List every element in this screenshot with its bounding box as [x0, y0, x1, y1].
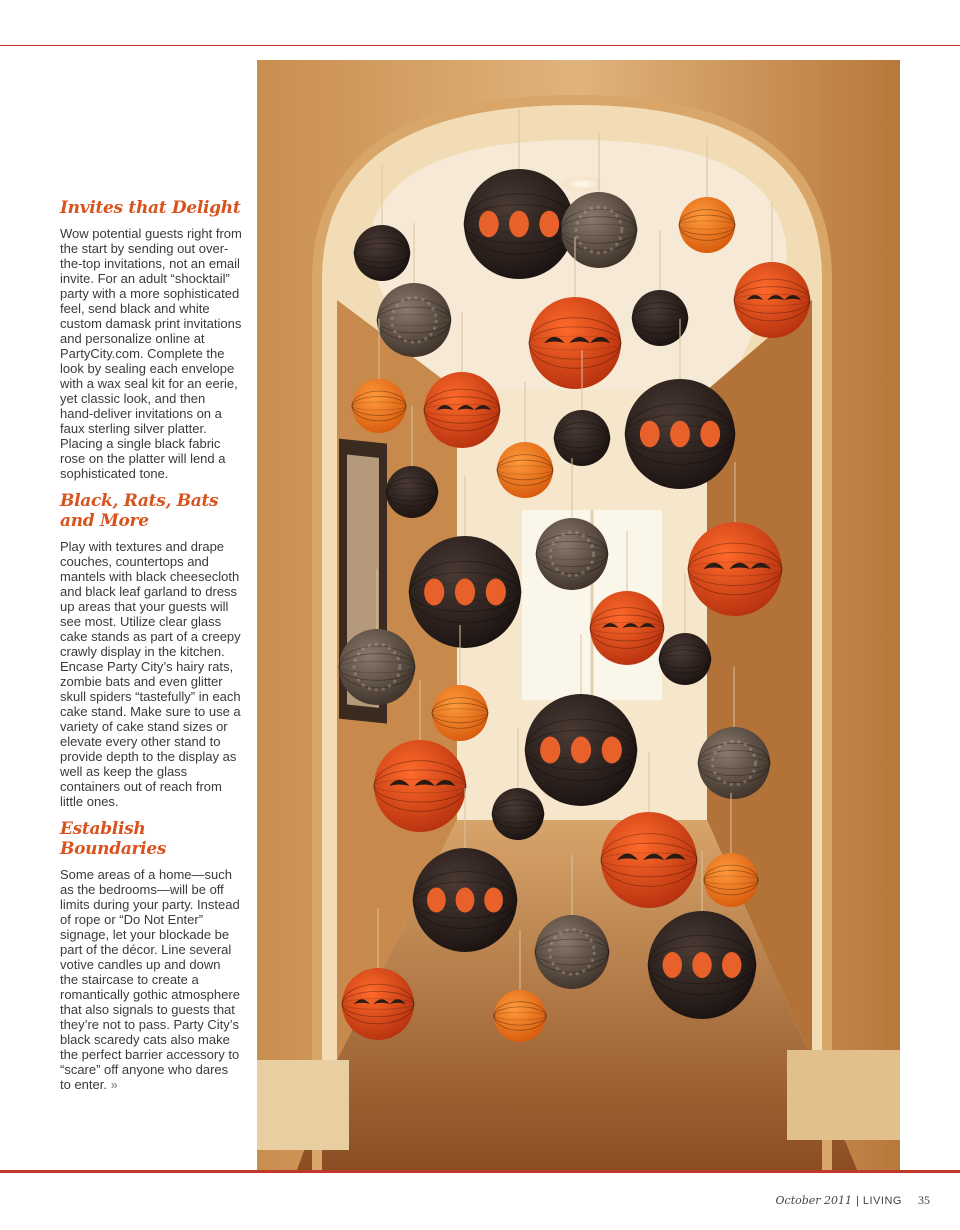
- section-heading-boundaries: Establish Boundaries: [60, 819, 167, 859]
- bottom-rule: [0, 1170, 960, 1173]
- section-heading-invites: Invites that Delight: [60, 198, 241, 218]
- section-body-black-rats-bats: Play with textures and drape couches, countertops and mantels with black cheesecloth and black leaf garland to dress up areas that your guests will see most. Utilize clear glass cake stands as part of a creepy crawly display in the kitchen. Encase Party City’s hairy rats, zombie bats and even glitter skull spiders “tastefully” in each cake stand. Make sure to use a variety of cake stand sizes or elevate every other stand to provide depth to the display as well as keep the glass containers out of reach from little ones.: [60, 539, 241, 809]
- footer-issue: October 2011: [775, 1194, 853, 1207]
- top-rule: [0, 45, 960, 46]
- footer-section: LIVING: [862, 1195, 902, 1207]
- end-mark-icon: »: [110, 1077, 118, 1092]
- section-body-invites: Wow potential guests right from the start by sending out over-the-top invitations, not an email invite. For an adult “shocktail” party with a more sophisticated feel, send black and white custom damask print invitations and personalize online at PartyCity.com. Complete the look by sealing each envelope with a wax seal kit for an eerie, yet classic look, and then hand-deliver invitations on a faux sterling silver platter. Placing a single black fabric rose on the platter will lend a sophisticated tone.: [60, 226, 242, 481]
- section-body-boundaries: Some areas of a home—such as the bedrooms—will be off limits during your party. Instead of rope or “Do Not Enter” signage, let your blockade be part of the décor. Line several votive candles up and down the staircase to create a romantically gothic atmosphere that also signals to guests that they’re not to pass. Party City’s black scaredy cats also make the perfect barrier accessory to “scare” off anyone who dares to enter.: [60, 867, 240, 1092]
- section-heading-black-rats-bats: Black, Rats, Bats and More: [60, 491, 219, 531]
- hallway-lanterns-photo: [257, 60, 900, 1170]
- article-column: [60, 198, 242, 1102]
- section-body-boundaries-wrap: [60, 867, 242, 1092]
- page-number: 35: [918, 1193, 930, 1207]
- footer-separator: |: [856, 1195, 859, 1207]
- page-footer: [776, 1193, 930, 1208]
